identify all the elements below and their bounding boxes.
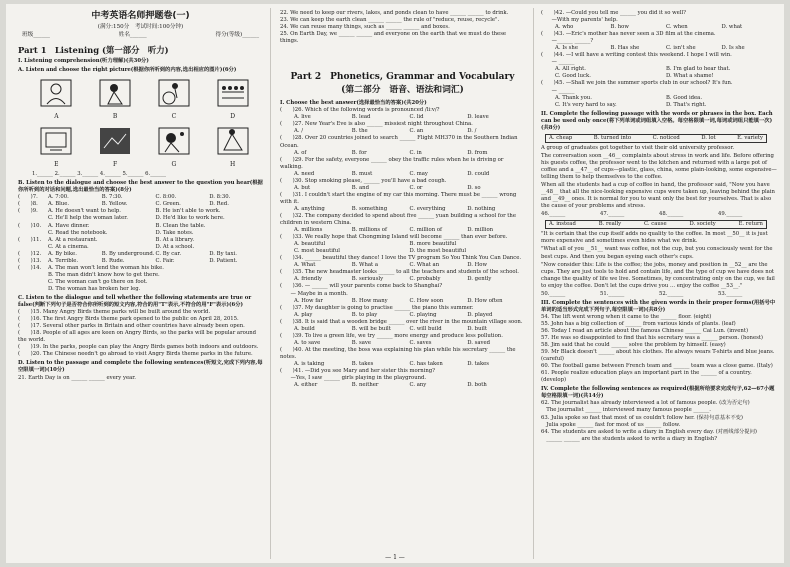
box-word: C. noticed	[652, 134, 680, 141]
option: C. any	[409, 382, 427, 389]
class-field: 班级______	[22, 32, 50, 38]
option: C. By car.	[155, 250, 182, 257]
box-word: E. return	[738, 221, 763, 228]
question: The journalist ______ interviewed many famous people ______.	[541, 407, 711, 414]
option: D. What a shame!	[666, 73, 714, 80]
option: A. either	[294, 382, 318, 389]
option: D. played	[467, 311, 493, 318]
option: C. when	[666, 24, 688, 31]
question: 58. Jim said that he could ______ solve the problem by himself. (easy)	[541, 342, 726, 349]
picture-option	[91, 76, 140, 121]
statement: ( )20. The Chinese needn't go abroad to visit Angry Birds theme parks in the future.	[18, 351, 253, 358]
column-divider	[270, 8, 271, 559]
question: ( )45. —Shall we join the summer sports club in our school? It's fun.	[541, 80, 733, 87]
option: B. takes	[351, 360, 374, 367]
option: B. how	[610, 24, 629, 31]
word-box-1	[545, 134, 767, 143]
exam-picture-icon	[94, 124, 136, 161]
question-row	[18, 272, 263, 279]
question-row	[18, 208, 263, 215]
option: B. Good idea.	[666, 94, 703, 101]
section-iv-heading: IV. Complete the following sentences as required(根据所给要求完成句子,62—67小题每空格限填一词)(共14分)	[541, 386, 775, 400]
option: C. playing	[409, 311, 437, 318]
option-row	[541, 66, 777, 73]
option: D. He'd like to work here.	[155, 215, 225, 222]
option: D. At a school.	[155, 243, 195, 250]
option: D. million	[467, 227, 494, 234]
box-word: A. instead	[549, 221, 576, 228]
option: A. Is she	[555, 45, 578, 52]
option-row	[280, 171, 525, 178]
question-number: ( )11.	[18, 236, 42, 243]
picture-label: G	[171, 161, 177, 169]
passage-paragraph: A group of graduates got together to visit their old university professor.	[541, 144, 735, 151]
part1-heading: Part 1 Listening (第一部分 听力)	[18, 45, 169, 55]
option-row	[280, 206, 525, 213]
picture-label: A	[54, 113, 59, 121]
word-form-questions	[541, 314, 777, 384]
question: ( )32. The company decided to spend about five ______ yuan building a school for the children in western China.	[280, 212, 516, 227]
option: D. takes	[467, 360, 490, 367]
option: C. million of	[409, 227, 442, 234]
question-number	[18, 286, 48, 293]
picture-option	[91, 124, 140, 169]
student-info	[18, 31, 263, 39]
option: D. built	[467, 325, 487, 332]
question-number	[18, 279, 48, 286]
option: D. what	[721, 24, 743, 31]
rewrite-questions	[541, 400, 777, 442]
option: A. play	[294, 311, 313, 318]
answer-blank: 53.______	[718, 290, 743, 297]
question: ( )42. —Could you tell me ______ you did it so well?	[541, 10, 687, 16]
option: A. Have dinner.	[48, 222, 90, 229]
option: A. Blue.	[48, 201, 70, 208]
option: B. must	[351, 170, 373, 177]
option: C. At a cinema.	[48, 243, 89, 250]
option-row	[541, 102, 777, 109]
option: C. 8:00.	[155, 194, 177, 201]
answer-blank: 50.______	[541, 290, 566, 297]
picture-label: H	[230, 161, 236, 169]
question-row	[18, 215, 263, 222]
passage-paragraph: "What all of you __51__ want was coffee, not the cup, but you consciously went for the best cups. And then you began eyeing each other's cups.	[541, 246, 773, 260]
option: B. What a	[351, 262, 378, 269]
section-iii-heading: III. Complete the sentences with the given words in their proper forms(用括号中单词的适当形式完成下列句子,每空限填一词)(共8分)	[541, 299, 776, 313]
question: ( )30. Stop smoking please, ______ you'll have a bad cough.	[280, 177, 447, 184]
exam-picture-icon	[212, 76, 254, 113]
picture-label: B	[112, 113, 118, 121]
statement: ( )16. The first Angry Birds theme park opened to the public on April 28, 2015.	[18, 316, 239, 323]
option: C. may	[409, 170, 428, 177]
option: D. the most beautiful	[409, 248, 467, 255]
option: C. saves	[409, 339, 432, 346]
question-row	[18, 279, 263, 286]
picture-option	[32, 124, 81, 169]
question: ( )39. To live a green life, we try ______ more energy and produce less pollution.	[280, 332, 503, 339]
option: B. I'm glad to hear that.	[666, 66, 731, 73]
option: B. Rude.	[101, 257, 125, 264]
part2-heading: Part 2 Phonetics, Grammar and Vocabulary	[290, 72, 515, 83]
question: —With my parents' help.	[541, 17, 618, 24]
question: 23. We can keep the earth clean ______ ______ the rule of "reduce, reuse, recycle".	[280, 17, 500, 24]
question: 22. We need to keep our rivers, lakes, and ponds clean to have ______ ______ to drink.	[280, 10, 509, 16]
option: C. or	[409, 184, 423, 191]
picture-label: D	[230, 113, 236, 121]
question: ( )40. At the meeting, the boss was explaining his plan while his secretary ______ the notes.	[280, 346, 516, 360]
question-number: ( )14.	[18, 264, 42, 271]
option-row	[280, 298, 525, 305]
option: A. The man won't lend the woman his bike.	[48, 264, 164, 271]
option: B. neither	[351, 382, 379, 389]
paper-title: 中考英语名师押题卷(一)	[91, 11, 190, 21]
question: Julia spoke ______ fast for most of us ______ follow.	[541, 421, 681, 428]
option: B. The man didn't know how to get there.	[48, 271, 160, 278]
option: C. Green.	[155, 201, 181, 208]
box-word: E. variety	[737, 134, 763, 141]
option: A. is taking	[294, 360, 325, 367]
option: D. The woman has broken her leg.	[48, 285, 141, 292]
exam-picture-icon	[212, 124, 254, 161]
option: C. in	[409, 149, 422, 156]
question: ( )33. We really hope that Chongming Island will become ______ than ever before.	[280, 234, 508, 241]
statement: ( )15. Many Angry Birds theme parks will be built around the world.	[18, 309, 211, 316]
score-field: 得分(等级)______	[215, 32, 259, 38]
option: A. 7:00.	[48, 194, 69, 201]
question: ( )44. —I will have a writing contest this weekend. I hope I will win.	[541, 52, 732, 59]
passage-paragraph: When all the students had a cup of coffee in hand, the professor said, "Now you have __48__ that all the nice-looking expensive cups were taken up, leaving behind the plain and __49__ ones. It is normal for you to want only the best for yourselves. That is also the cause of your problems and stress.	[541, 182, 775, 210]
option: D. How often	[467, 297, 503, 304]
option: D. from	[467, 149, 488, 156]
option: B. something	[351, 205, 388, 212]
picture-option	[150, 124, 199, 169]
option-row	[280, 340, 525, 347]
question: 59. Mr Black doesn't ______ about his clothes. He always wears T-shirts and blue jeans. (careful)	[541, 349, 775, 363]
option: D. How	[467, 262, 488, 269]
question-number: ( )10.	[18, 222, 42, 229]
question: 24. We can reuse many things, such as ______ ______ and boxes.	[280, 24, 450, 31]
picture-answer-row: 1.______ 2.______ 3.______ 4.______ 5.______ 6.______	[32, 171, 167, 178]
box-word: D. lot	[701, 134, 716, 141]
picture-label: F	[113, 161, 118, 169]
option: A. /	[294, 128, 303, 135]
option: B. save	[351, 339, 372, 346]
section-heading: I. Listening comprehension(听力理解)(共30分)	[18, 58, 149, 64]
exam-picture-icon	[35, 124, 77, 161]
option: A. anything	[294, 205, 325, 212]
option: D. both	[467, 382, 487, 389]
question: 64. The students are asked to write a diary in English every day. (对画线部分提问)	[541, 428, 757, 435]
option: B. Clean the table.	[155, 222, 206, 229]
option: D. Take notes.	[155, 229, 194, 236]
question: ( )36. — ______ will your parents come back to Shanghai?	[280, 283, 443, 290]
option: B. the	[351, 128, 368, 135]
column-divider	[533, 8, 534, 559]
word-box-2	[545, 220, 767, 229]
option: D. /	[467, 128, 477, 135]
question: — ______	[541, 59, 575, 66]
question-number: ( )9.	[18, 208, 38, 215]
box-word: D. society	[689, 221, 716, 228]
option: B. He isn't able to work.	[155, 208, 221, 215]
question-row	[18, 244, 263, 251]
question: —Yes, I saw ______ girls playing in the playground.	[280, 375, 427, 382]
option: A. who	[555, 24, 574, 31]
picture-grid	[18, 74, 263, 171]
box-word: B. really	[598, 221, 622, 228]
option: C. Good luck.	[555, 73, 591, 80]
option: B. will be built	[351, 325, 391, 332]
question: ( )37. My daughter is going to practise ______ the piano this summer.	[280, 304, 474, 311]
box-word: B. turned into	[593, 134, 632, 141]
option: B. to play	[351, 311, 378, 318]
option: D. Patient.	[209, 257, 238, 264]
section-c-questions	[18, 309, 263, 358]
question: 57. He was so disappointed to find that his secretary was a ______ person. (honest)	[541, 335, 764, 342]
question-row	[18, 237, 263, 244]
option-row	[280, 150, 525, 157]
question: ( )26. Which of the following words is pronounced /li:v/?	[280, 107, 440, 114]
passage-paragraph: "It is certain that the cup itself adds no quality to the coffee. In most __50__ it is just more expensive and sometimes even hides what we drink.	[541, 231, 768, 245]
question: 56. Today I read an article about the famous Chinese ______ Cai Lun. (invent)	[541, 327, 749, 334]
section-b-heading: B. Listen to the dialogue and choose the best answer to the question you hear(根据你所听到的对话和问题,选出最恰当的答案)(8分)	[18, 180, 263, 194]
answer-blank: 51.______	[600, 290, 625, 297]
option: D. could	[467, 170, 490, 177]
question-number	[18, 230, 48, 237]
option: B. more beautiful	[409, 241, 457, 248]
question-row	[18, 251, 263, 258]
option-row	[280, 241, 525, 248]
option: B. for	[351, 149, 367, 156]
question: —______ ______?	[541, 38, 594, 45]
option: D. By taxi.	[209, 250, 237, 257]
exam-picture-icon	[94, 76, 136, 113]
option: A. By bike.	[48, 250, 77, 257]
option: A. to save	[294, 339, 321, 346]
option: A. At a restaurant.	[48, 236, 98, 243]
option: A. friendly	[294, 276, 323, 283]
question: 55. John has a big collection of ______ from various kinds of plants. (leaf)	[541, 320, 736, 327]
question: ( )35. The new headmaster looks ______ to all the teachers and students of the school.	[280, 269, 519, 276]
option: D. That's right.	[666, 101, 707, 108]
picture-option	[208, 124, 257, 169]
option: A. All right.	[555, 66, 586, 73]
option: C. an	[409, 128, 424, 135]
option: C. probably	[409, 276, 441, 283]
box-word: C. cause	[644, 221, 667, 228]
section-c-heading: C. Listen to the dialogue and tell whether the following statements are true or false(判断下列句子是否符合你所听到的短文内容,符合的用"T"表示,不符合的用"F"表示)(6分)	[18, 294, 252, 309]
column-3	[541, 10, 777, 557]
passage-paragraph: "Now consider this: Life is the coffee; the jobs, money and position in __52__ are the cups. They are just tools to hold and contain life, and the type of cup we have does not change the quality of life we live. Sometimes, by concentrating only on the cup, we fail to enjoy the coffee. Don't let the cups drive you ... enjoy the coffee __53__."	[541, 261, 775, 289]
option: C. The woman can't go there on foot.	[48, 278, 148, 285]
answer-blanks-46-49	[541, 211, 777, 218]
option: B. By underground.	[101, 250, 155, 257]
option: C. He'll help the woman later.	[48, 215, 128, 222]
section-b-questions	[18, 194, 263, 293]
statement: ( )18. People of all ages are keen on Angry Birds, so the parks will be popular around the world.	[18, 330, 257, 344]
option-row	[280, 185, 525, 192]
option: A. millions	[294, 227, 323, 234]
option: D. saved	[467, 339, 491, 346]
option-row	[280, 361, 525, 368]
option: C. lid	[409, 114, 424, 121]
option: A. How far	[294, 297, 323, 304]
picture-option	[32, 76, 81, 121]
listening-continued	[280, 10, 525, 45]
option: C. most beautiful	[294, 248, 340, 255]
question-row	[18, 265, 263, 272]
passage-part-2	[541, 231, 777, 289]
question: — Maybe in a month.	[280, 290, 348, 297]
exam-picture-icon	[153, 76, 195, 113]
answer-blank: 49.______	[718, 211, 743, 218]
section-ii-heading: II. Complete the following passage with the words or phrases in the box. Each can be used only once(将下列单词或词组填入空格。每空格限填一词,每词或词组只能填一次)(共8分)	[541, 110, 773, 131]
option: A. Thank you.	[555, 94, 592, 101]
option: C. How soon	[409, 297, 444, 304]
answer-blank: 46.______	[541, 211, 566, 218]
answer-blank: 52.______	[659, 290, 684, 297]
option: C. Read the notebook.	[48, 229, 108, 236]
question: 54. The lift went wrong when it came to the ______ floor. (eight)	[541, 313, 712, 320]
question: 25. On Earth Day, we ______ ______ and everyone on the earth that we must do these things.	[280, 31, 507, 45]
passage-part-1	[541, 145, 777, 210]
question: ( )41. —Did you see Mary and her sister this morning?	[280, 368, 436, 375]
question: 61. People realize education plays an important part in the ______ of a country. (develop)	[541, 370, 752, 384]
option: C. will build	[409, 325, 442, 332]
picture-option	[208, 76, 257, 121]
picture-label: C	[171, 113, 177, 121]
question: ( )31. I couldn't start the engine of my car this morning. There must be ______ wrong with it.	[280, 191, 517, 205]
option: A. live	[294, 114, 311, 121]
question-row	[18, 230, 263, 237]
option: C. has taken	[409, 360, 443, 367]
question-row	[18, 194, 263, 201]
statement: ( )17. Several other parks in Britain and other countries have already been open.	[18, 323, 245, 330]
statement: ( )19. In the parks, people can play the Angry Birds games both indoors and outdoors.	[18, 344, 259, 351]
question: ( )29. For the safety, everyone ______ obey the traffic rules when he is driving or walking.	[280, 156, 504, 170]
question: 60. The football game between French team and ______ team was a close game. (Italy)	[541, 363, 773, 370]
name-field: 姓名______	[118, 32, 147, 38]
option: D. so	[467, 184, 481, 191]
dialogue-questions	[541, 10, 777, 109]
option: B. 7:30.	[101, 194, 123, 201]
question-row	[18, 286, 263, 293]
option: B. millions of	[351, 227, 387, 234]
question: 62. The journalist has already interviewed a lot of famous people. (改为否定句)	[541, 400, 750, 407]
option: A. build	[294, 325, 315, 332]
question: 63. Julia spoke so fast that most of us couldn't follow her. (保持句意基本不变)	[541, 414, 743, 421]
option: A. beautiful	[294, 241, 326, 248]
question-number	[18, 244, 48, 251]
question-number: ( )7.	[18, 194, 38, 201]
option: A. but	[294, 184, 311, 191]
exam-paper-page	[6, 4, 784, 563]
question: ______ ______ are the students asked to write a diary in English?	[541, 435, 718, 442]
option: C. everything	[409, 205, 446, 212]
box-word: A. cheap	[549, 134, 573, 141]
column-2	[280, 10, 525, 557]
question-number: ( )13.	[18, 257, 42, 264]
answer-blanks-50-53	[541, 291, 777, 298]
section-d-heading: D. Listen to the passage and complete the following sentences(听短文,完成下列内容,每空限填一词)(10分)	[18, 360, 263, 374]
option: D. leave	[467, 114, 489, 121]
question-number: ( )8.	[18, 201, 38, 208]
option: B. seriously	[351, 276, 384, 283]
option: A. He doesn't want to help.	[48, 208, 121, 215]
question-21: 21. Earth Day is on ______ ______ every year.	[18, 374, 136, 381]
question-number	[18, 215, 48, 222]
question: — ______	[541, 87, 575, 94]
part2-heading-cn: (第二部分 语音、语法和词汇)	[341, 85, 464, 96]
answer-blank: 47.______	[600, 211, 625, 218]
passage-paragraph: The conversation soon __46__ complaints about stress in work and life. Before offering his guests coffee, the professor went to the kitchen and returned with a large pot of coffee and a __47__ of cups—plastic, glass, china, some plain-looking, some expensive—telling them to help themselves to the coffee.	[541, 152, 777, 181]
question: ( )28. Over 20 countries joined to search ______ Flight MH370 in the Southern Indian Ocean.	[280, 135, 518, 149]
option: D. Red.	[209, 201, 229, 208]
option: B. and	[351, 184, 369, 191]
picture-label: E	[54, 161, 59, 169]
paper-subtitle: (满分:150分 考试时间:100分钟)	[97, 24, 184, 30]
exam-picture-icon	[153, 124, 195, 161]
option: C. What an	[409, 262, 440, 269]
page-number: — 1 —	[385, 554, 405, 561]
answer-blank: 48.______	[659, 211, 684, 218]
section-a-heading: A. Listen and choose the right picture(根据你所听到的内容,选出相应的图片)(6分)	[18, 67, 237, 74]
question-row	[18, 258, 263, 265]
option-row	[280, 326, 525, 333]
option-row	[280, 382, 525, 389]
option: B. Has she	[610, 45, 640, 52]
grammar-section-heading: I. Choose the best answer(选择最恰当的答案)(共20分)	[280, 100, 427, 107]
option-row	[541, 95, 777, 102]
option: D. nothing	[467, 205, 496, 212]
question: ( )27. New Year's Eve is also ______ missiest night throughout China.	[280, 121, 473, 128]
option: D. gently	[467, 276, 492, 283]
column-1	[18, 10, 263, 557]
question: ( )38. It is said that a wooden bridge ______ over the river in the mountain village soon.	[280, 318, 523, 325]
exam-picture-icon	[35, 76, 77, 113]
question-row	[18, 201, 263, 208]
option: D. 8:30.	[209, 194, 231, 201]
question-row	[18, 223, 263, 230]
question-number	[18, 272, 48, 279]
question: ( )34. ______ beautiful they dance! I love the TV program So You Think You Can Dance.	[280, 255, 522, 262]
grammar-questions	[280, 107, 525, 389]
option: A. of	[294, 149, 307, 156]
option: D. Is she	[721, 45, 745, 52]
option-row	[280, 312, 525, 319]
option: A. What	[294, 262, 316, 269]
option: B. Yellow.	[101, 201, 128, 208]
option: C. Fair.	[155, 257, 175, 264]
picture-option	[150, 76, 199, 121]
option: B. At a library.	[155, 236, 195, 243]
option: C. It's very hard to say.	[555, 101, 617, 108]
option: C. isn't she	[666, 45, 696, 52]
option: B. How many	[351, 297, 388, 304]
option: B. lead	[351, 114, 371, 121]
question: ( )43. —Eric's mother has never seen a 3D film at the cinema.	[541, 31, 716, 38]
option: A. Terrible.	[48, 257, 79, 264]
option: A. need	[294, 170, 315, 177]
question-number: ( )12.	[18, 250, 42, 257]
